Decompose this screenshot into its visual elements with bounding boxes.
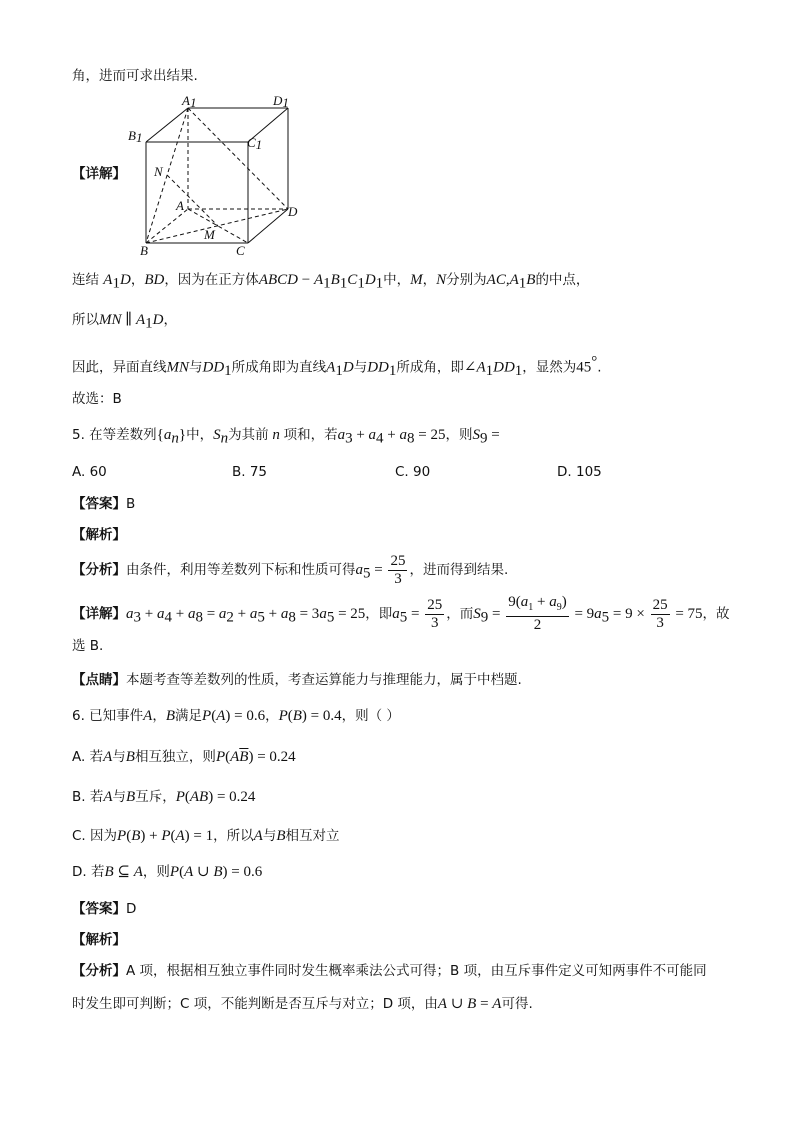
q5-option-a: A. 60 — [72, 464, 107, 480]
q5-option-c: C. 90 — [395, 464, 431, 480]
label-C: C — [236, 243, 245, 258]
q4-hence-line: 因此，异面直线MN与$DD_1$所成角即为直线$A_1D$与$DD_1$所成角，即$\angle A_1DD_1$，显然为45°. — [72, 354, 602, 380]
label-M: M — [204, 227, 215, 242]
q6-fenxi-line2: 时发生即可判断；C 项，不能判断是否互斥与对立；D 项，由A ∪ B = A可得. — [72, 996, 533, 1012]
q6-option-d: D. 若B ⊆ A，则P(A ∪ B) = 0.6 — [72, 864, 263, 880]
label-B1: B1 — [128, 128, 143, 145]
q5-option-d: D. 105 — [557, 464, 602, 480]
label-C1: C1 — [247, 135, 263, 152]
label-D: D — [288, 204, 298, 219]
q4-detail-tag: 【详解】 — [72, 166, 126, 182]
q6-option-c: C. 因为P(B) + P(A) = 1，所以A与B相互对立 — [72, 828, 340, 844]
q6-stem: 6. 已知事件A，B满足P(A) = 0.6，P(B) = 0.4，则（ ） — [72, 708, 400, 724]
q5-analysis-tag: 【解析】 — [72, 527, 126, 543]
q5-comment-line: 【点睛】本题考查等差数列的性质，考查运算能力与推理能力，属于中档题. — [72, 672, 522, 688]
q6-analysis-tag: 【解析】 — [72, 932, 126, 948]
q5-stem: 5. 在等差数列$\{a_n\}$中，$S_n$为其前 n 项和，若$a_3 + a_4 + a_8 = 25$，则$S_9$ = — [72, 427, 500, 447]
q4-so-line: 所以MN ∥ $A_1D$， — [72, 312, 177, 332]
q6-fenxi-line1: 【分析】A 项，根据相互独立事件同时发生概率乘法公式可得；B 项，由互斥事件定义可知两事件不可能同 — [72, 963, 707, 979]
label-A1: A1 — [182, 93, 197, 110]
q5-detail-line2: 选 B. — [72, 638, 104, 654]
q5-answer-line: 【答案】B — [72, 496, 136, 512]
label-B: B — [140, 243, 148, 258]
cube-figure — [120, 92, 320, 260]
q5-option-b: B. 75 — [232, 464, 268, 480]
q6-answer-line: 【答案】D — [72, 901, 137, 917]
q6-option-a: A. 若A与B相互独立，则$P(A\overline{B}) = 0.24$ — [72, 749, 296, 765]
label-D1: D1 — [273, 93, 289, 110]
q5-detail-line: 【详解】$a_3 + a_4 + a_8 = a_2 + a_5 + a_8 = 3a_5 = 25$，即$a_5$ = $\frac{25}{3}$ ，而$S_9$ = $\frac{9(a_1 + a_9)}{2}$ = $9a_5 = 9$ × $\frac{25}{3}$ = 75，故 — [72, 594, 730, 633]
q5-fenxi-line: 【分析】由条件，利用等差数列下标和性质可得$a_5$ = $\frac{25}{3}$ ，进而得到结果. — [72, 552, 509, 587]
intro-line: 角，进而可求出结果. — [72, 68, 198, 84]
label-A: A — [176, 198, 184, 213]
q6-option-b: B. 若A与B互斥，P(AB) = 0.24 — [72, 789, 256, 805]
label-N: N — [154, 164, 163, 179]
q4-connect-line: 连结 $A_1D$，BD，因为在正方体ABCD − $A_1B_1C_1D_1$中，M，N分别为$AC,A_1B$的中点， — [72, 272, 590, 292]
q4-answer-line: 故选：B — [72, 391, 122, 407]
